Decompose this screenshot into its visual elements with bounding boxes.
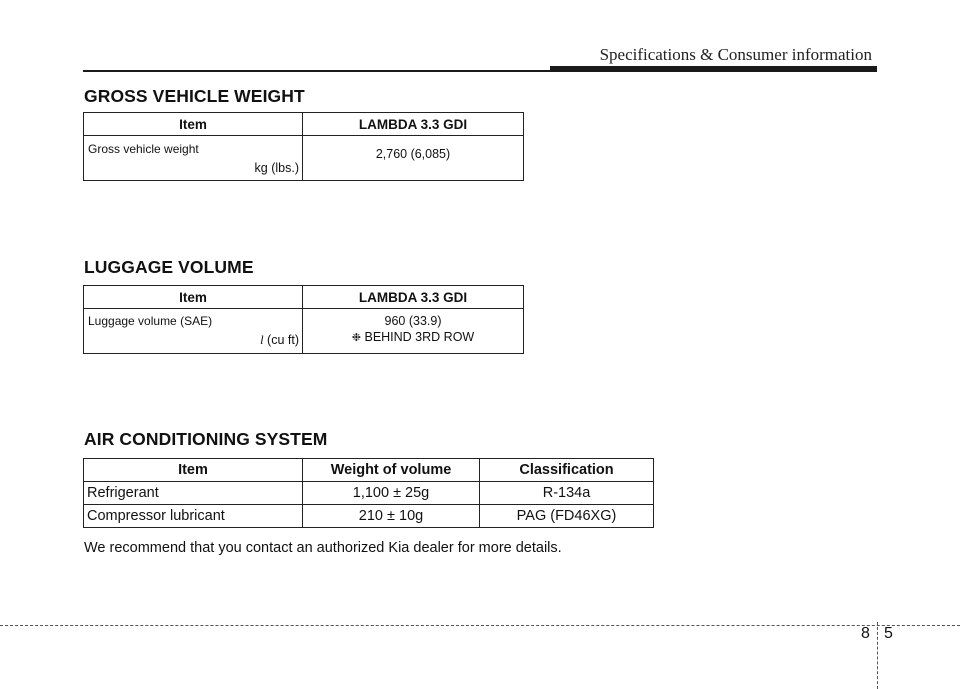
dealer-note: We recommend that you contact an authorized Kia dealer for more details.: [84, 540, 562, 556]
row-value: 960 (33.9): [384, 314, 442, 328]
luggage-volume-table: [83, 285, 524, 354]
page-number-divider: [877, 622, 878, 689]
cell-classification: R-134a: [480, 482, 654, 505]
gross-vehicle-weight-table: [83, 112, 524, 181]
header-rule: [83, 70, 553, 72]
header-item: Item: [84, 459, 303, 482]
table-row: [84, 309, 524, 354]
section-title-air-conditioning: AIR CONDITIONING SYSTEM: [84, 429, 328, 449]
header-item: Item: [84, 113, 303, 136]
row-label-cell: [84, 309, 303, 354]
chapter-number: 8: [861, 625, 870, 642]
section-title-gross-vehicle-weight: GROSS VEHICLE WEIGHT: [84, 86, 305, 106]
row-value: 2,760 (6,085): [375, 147, 451, 161]
air-conditioning-table: [83, 458, 654, 528]
header-item: Item: [84, 286, 303, 309]
header-classification: Classification: [480, 459, 654, 482]
row-note: [303, 330, 523, 344]
page-header-title: Specifications & Consumer information: [599, 45, 872, 64]
snowflake-icon: ❉: [351, 332, 361, 344]
cell-classification: PAG (FD46XG): [480, 505, 654, 528]
table-row: [84, 482, 654, 505]
cell-weight: 210 ± 10g: [303, 505, 480, 528]
cell-item: Compressor lubricant: [84, 505, 303, 528]
header-engine: LAMBDA 3.3 GDI: [303, 113, 524, 136]
table-header-row: [84, 113, 524, 136]
table-row: [84, 136, 524, 181]
cell-item: Refrigerant: [84, 482, 303, 505]
cell-weight: 1,100 ± 25g: [303, 482, 480, 505]
row-value-cell: [303, 309, 524, 354]
row-unit: kg (lbs.): [254, 161, 299, 175]
section-title-luggage-volume: LUGGAGE VOLUME: [84, 257, 254, 277]
header-weight: Weight of volume: [303, 459, 480, 482]
row-value-cell: [303, 136, 524, 181]
row-note-text: BEHIND 3RD ROW: [364, 330, 475, 344]
header-bar: [550, 66, 877, 72]
header-engine: LAMBDA 3.3 GDI: [303, 286, 524, 309]
page-number: 5: [884, 625, 893, 642]
table-header-row: [84, 286, 524, 309]
table-row: [84, 505, 654, 528]
row-unit-wrap: [260, 333, 299, 348]
row-label: Gross vehicle weight: [88, 142, 199, 156]
row-unit: (cu ft): [267, 333, 299, 347]
footer-divider: [0, 625, 960, 626]
table-header-row: [84, 459, 654, 482]
row-label-cell: [84, 136, 303, 181]
row-label: Luggage volume (SAE): [88, 314, 213, 328]
liter-symbol: l: [260, 333, 264, 347]
